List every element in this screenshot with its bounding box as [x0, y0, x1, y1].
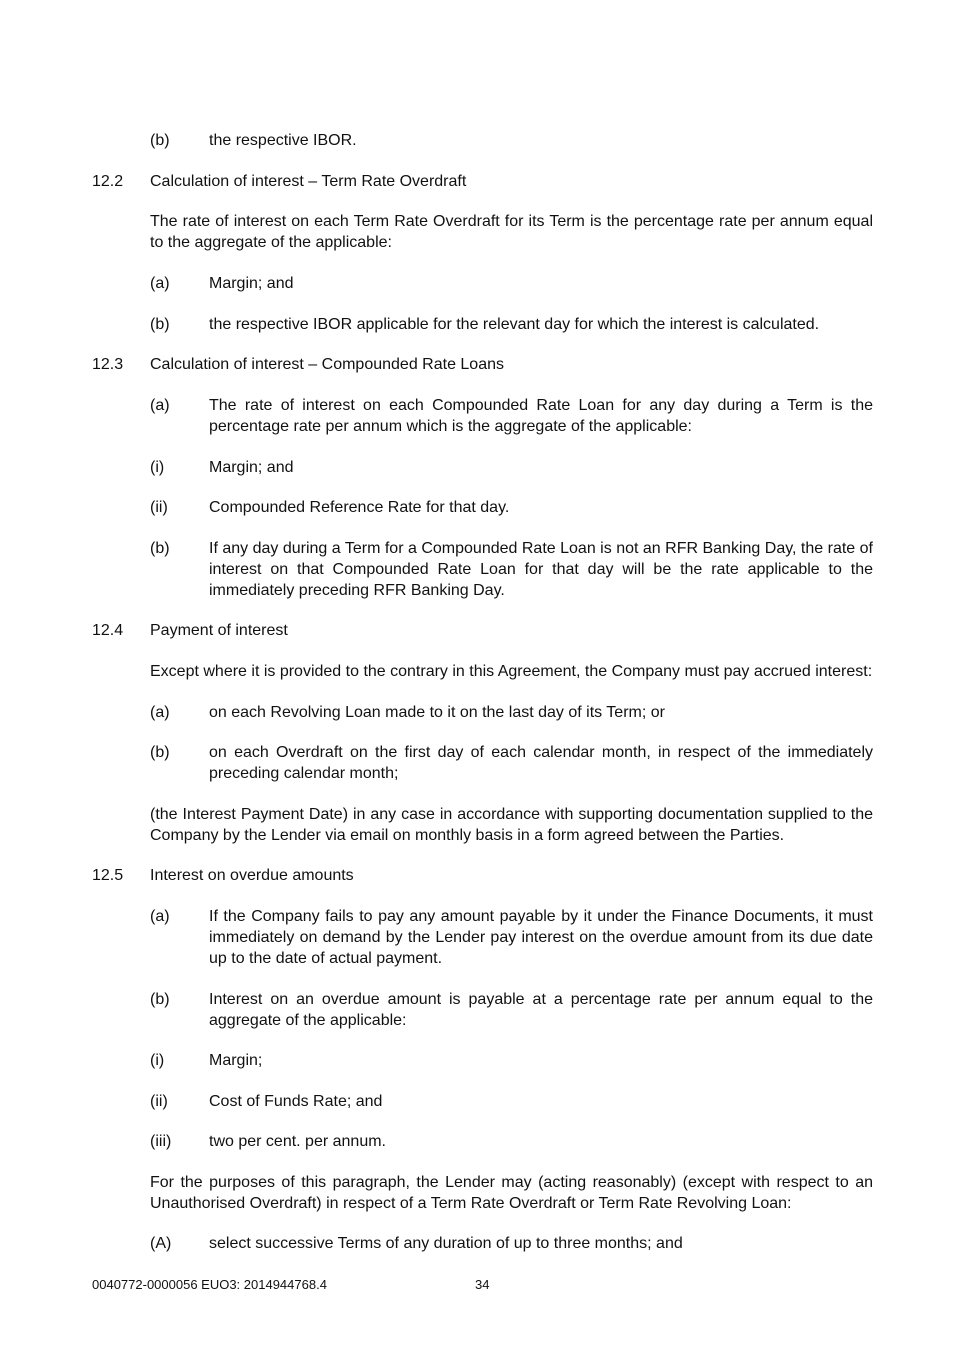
item-label: (i) [150, 1052, 165, 1069]
item-text: If any day during a Term for a Compounded Rate Loan is not an RFR Banking Day, the rate of interest on that Compounded Rate Loan for that day will be the rate applicable to the immediately preceding RFR Banking Day. [209, 540, 873, 599]
item-label: (iii) [150, 1133, 172, 1150]
section-number: 12.4 [92, 622, 124, 639]
item-label: (ii) [150, 1093, 168, 1110]
item-text: the respective IBOR. [209, 132, 357, 149]
item-text: select successive Terms of any duration of up to three months; and [209, 1235, 683, 1252]
item-text: the respective IBOR applicable for the relevant day for which the interest is calculated. [209, 316, 820, 333]
item-text: Interest on an overdue amount is payable at a percentage rate per annum equal to the aggregate of the applicable: [209, 991, 873, 1029]
footer-page-number: 34 [475, 1277, 490, 1292]
paragraph: (the Interest Payment Date) in any case in accordance with supporting documentation supplied to the Company by the Lender via email on monthly basis in a form agreed between the Parties. [150, 806, 873, 844]
item-label: (i) [150, 459, 165, 476]
item-text: two per cent. per annum. [209, 1133, 386, 1150]
item-label: (b) [150, 991, 170, 1008]
item-text: If the Company fails to pay any amount payable by it under the Finance Documents, it must immediately on demand by the Lender pay interest on the overdue amount from its due date up to the date of actual payment. [209, 908, 873, 967]
section-number: 12.2 [92, 173, 124, 190]
item-text: on each Revolving Loan made to it on the last day of its Term; or [209, 704, 665, 721]
item-label: (a) [150, 908, 170, 925]
item-text: The rate of interest on each Compounded Rate Loan for any day during a Term is the percentage rate per annum which is the aggregate of the applicable: [209, 397, 873, 435]
item-text: Margin; and [209, 459, 294, 476]
item-label: (a) [150, 704, 170, 721]
item-text: Margin; [209, 1052, 263, 1069]
section-title: Payment of interest [150, 622, 288, 639]
footer-document-reference: 0040772-0000056 EUO3: 2014944768.4 [92, 1277, 327, 1292]
section-title: Calculation of interest – Term Rate Overdraft [150, 173, 467, 190]
item-text: on each Overdraft on the first day of each calendar month, in respect of the immediately preceding calendar month; [209, 744, 873, 782]
item-label: (b) [150, 540, 170, 557]
item-text: Cost of Funds Rate; and [209, 1093, 383, 1110]
item-label: (a) [150, 397, 170, 414]
section-title: Interest on overdue amounts [150, 867, 354, 884]
item-label: (a) [150, 275, 170, 292]
item-label: (b) [150, 744, 170, 761]
paragraph: The rate of interest on each Term Rate Overdraft for its Term is the percentage rate per annum equal to the aggregate of the applicable: [150, 213, 873, 251]
section-title: Calculation of interest – Compounded Rate Loans [150, 356, 504, 373]
section-number: 12.3 [92, 356, 124, 373]
paragraph: For the purposes of this paragraph, the Lender may (acting reasonably) (except with respect to an Unauthorised Overdraft) in respect of a Term Rate Overdraft or Term Rate Revolving Loan: [150, 1174, 873, 1212]
paragraph: Except where it is provided to the contrary in this Agreement, the Company must pay accrued interest: [150, 663, 873, 680]
item-label: (b) [150, 132, 170, 149]
section-number: 12.5 [92, 867, 124, 884]
item-text: Margin; and [209, 275, 294, 292]
item-label: (b) [150, 316, 170, 333]
item-text: Compounded Reference Rate for that day. [209, 499, 510, 516]
item-label: (A) [150, 1235, 172, 1252]
item-label: (ii) [150, 499, 168, 516]
